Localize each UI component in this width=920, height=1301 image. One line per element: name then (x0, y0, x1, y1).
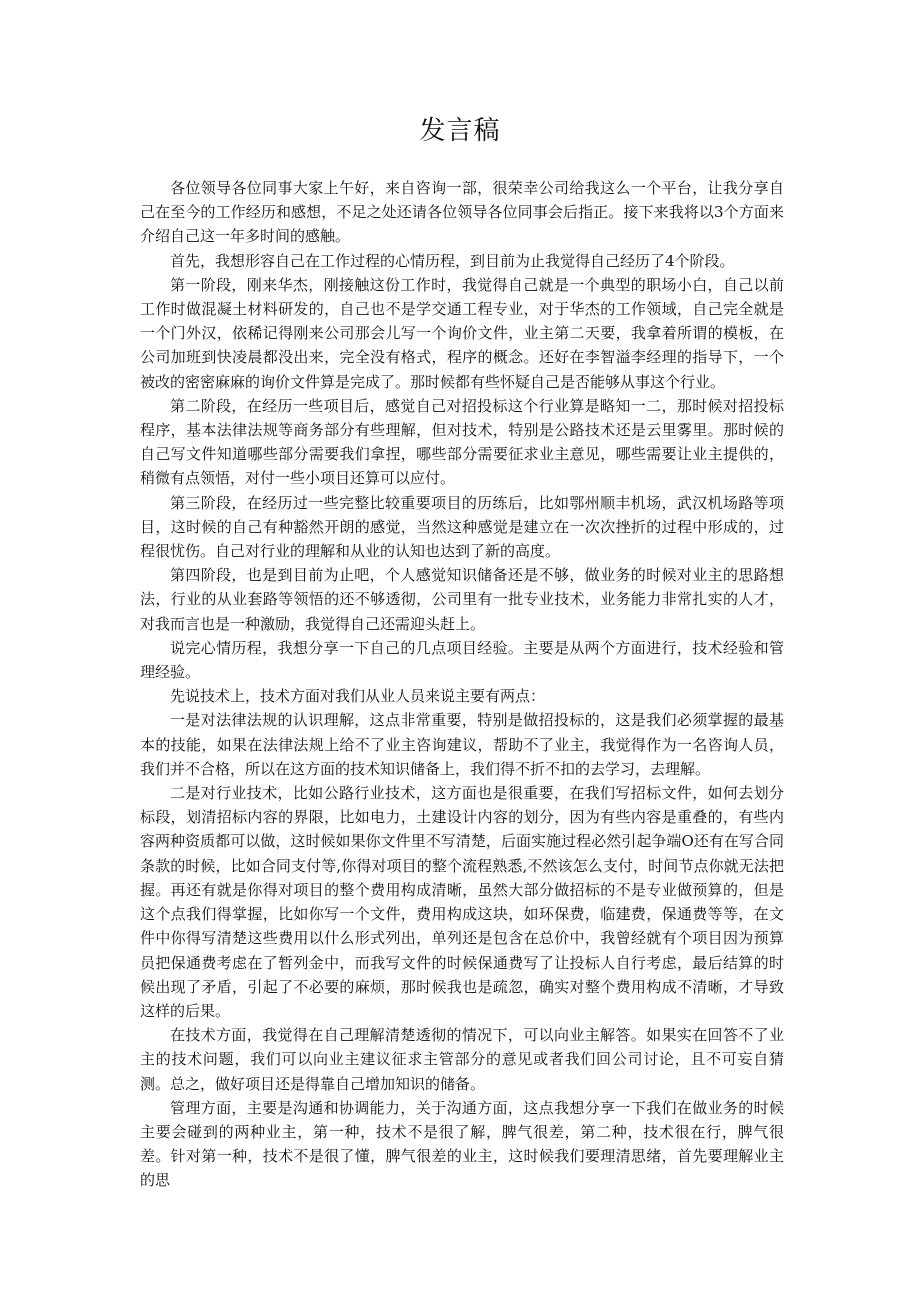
paragraph: 先说技术上，技术方面对我们从业人员来说主要有两点： (170, 687, 546, 706)
paragraph: 第三阶段，在经历过一些完整比较重要项目的历练后，比如鄂州顺丰机场，武汉机场路等项目，这时候的自己有种豁然开朗的感觉，当然这种感觉是建立在一次次挫折的过程中形成的，过程很忧伤。自己对行业的理解和从业的认知也达到了新的高度。 (140, 493, 784, 561)
paragraph: 一是对法律法规的认识理解，这点非常重要，特别是做招投标的，这是我们必须掌握的最基本的技能，如果在法律法规上给不了业主咨询建议，帮助不了业主，我觉得作为一名咨询人员，我们并不合格，所以在这方面的技术知识储备上，我们得不折不扣的去学习，去理解。 (140, 711, 784, 778)
paragraph: 第一阶段，刚来华杰，刚接触这份工作时，我觉得自己就是一个典型的职场小白，自己以前工作时做混凝土材料研发的，自己也不是学交通工程专业，对于华杰的工作领域，自己完全就是一个门外汉，依稀记得刚来公司那会儿写一个询价文件，业主第二天要，我拿着所谓的模板，在公司加班到快凌晨都没出来，完全没有格式，程序的概念。还好在李智溢李经理的指导下，一个被改的密密麻麻的询价文件算是完成了。那时候都有些怀疑自己是否能够从事这个行业。 (140, 275, 784, 391)
paragraph: 第二阶段，在经历一些项目后，感觉自己对招投标这个行业算是略知一二，那时候对招投标程序，基本法律法规等商务部分有些理解，但对技术，特别是公路技术还是云里雾里。那时候的自己写文件知道哪些部分需要我们拿捏，哪些部分需要征求业主意见，哪些需要让业主提供的，稍微有点领悟，对付一些小项目还算可以应付。 (140, 396, 784, 488)
paragraph: 管理方面，主要是沟通和协调能力，关于沟通方面，这点我想分享一下我们在做业务的时候主要会碰到的两种业主，第一种，技术不是很了解，脾气很差，第二种，技术很在行，脾气很差。针对第一种，技术不是很了懂，脾气很差的业主，这时候我们要理清思绪，首先要理解业主的思 (140, 1098, 784, 1190)
paragraph: 在技术方面，我觉得在自己理解清楚透彻的情况下，可以向业主解答。如果实在回答不了业主的技术问题，我们可以向业主建议征求主管部分的意见或者我们回公司讨论，且不可妄自猜测。总之，做好项目还是得靠自己增加知识的储备。 (140, 1026, 784, 1093)
document-title: 发言稿 (419, 116, 501, 146)
paragraph: 首先，我想形容自己在工作过程的心情历程，到目前为止我觉得自己经历了4个阶段。 (170, 251, 735, 270)
document-body (140, 176, 784, 1193)
paragraph: 二是对行业技术，比如公路行业技术，这方面也是很重要，在我们写招标文件，如何去划分标段，划清招标内容的界限，比如电力，土建设计内容的划分，因为有些内容是重叠的，有些内容两种资质都可以做，这时候如果你文件里不写清楚，后面实施过程必然引起争端O还有在写合同条款的时候，比如合同支付等,你得对项目的整个流程熟悉,不然该怎么支付，时间节点你就无法把握。再还有就是你得对项目的整个费用构成清晰，虽然大部分做招标的不是专业做预算的，但是这个点我们得掌握，比如你写一个文件，费用构成这块，如环保费，临建费，保通费等等，在文件中你得写清楚这些费用以什么形式列出，单列还是包含在总价中，我曾经就有个项目因为预算员把保通费考虑在了暂列金中，而我写文件的时候保通费写了让投标人自行考虑，最后结算的时候出现了矛盾，引起了不必要的麻烦，那时候我也是疏忽，确实对整个费用构成不清晰，才导致这样的后果。 (140, 784, 784, 1020)
paragraph: 各位领导各位同事大家上午好，来自咨询一部，很荣幸公司给我这么一个平台，让我分享自己在至今的工作经历和感想，不足之处还请各位领导各位同事会后指正。接下来我将以3个方面来介绍自己这一年多时间的感触。 (140, 179, 784, 246)
paragraph: 第四阶段，也是到目前为止吧，个人感觉知识储备还是不够，做业务的时候对业主的思路想法，行业的从业套路等领悟的还不够透彻，公司里有一批专业技术，业务能力非常扎实的人才，对我而言也是一种激励，我觉得自己还需迎头赶上。 (140, 566, 784, 633)
paragraph: 说完心情历程，我想分享一下自己的几点项目经验。主要是从两个方面进行，技术经验和管理经验。 (140, 638, 784, 682)
